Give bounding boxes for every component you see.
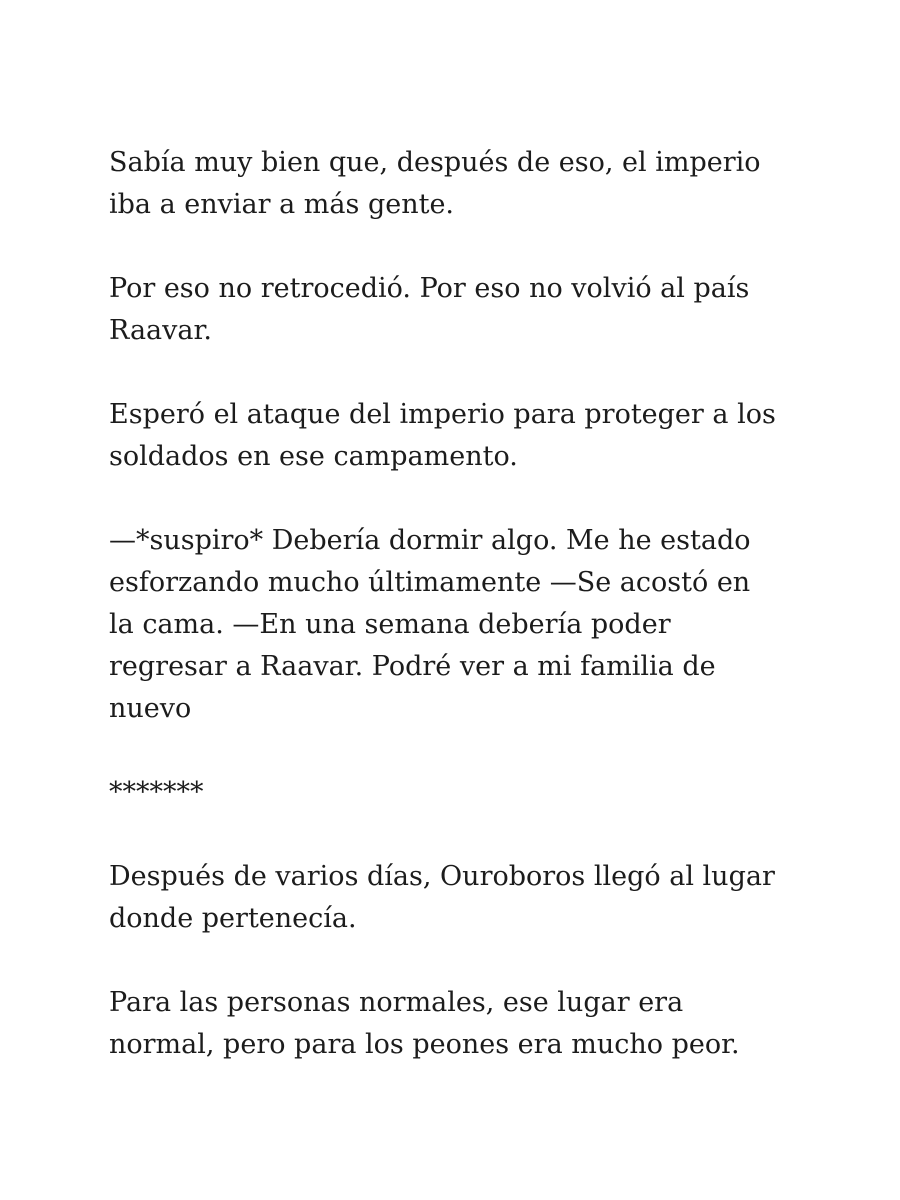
paragraph-6: Para las personas normales, ese lugar era normal, pero para los peones era mucho peor. — [109, 987, 740, 1060]
paragraph-4: —*suspiro* Debería dormir algo. Me he estado esforzando mucho últimamente —Se acostó en la cama. —En una semana debería poder regresar a Raavar. Podré ver a mi familia de nuevo — [109, 525, 751, 724]
paragraph-1: Sabía muy bien que, después de eso, el imperio iba a enviar a más gente. — [109, 147, 761, 220]
body-text — [109, 142, 809, 1108]
paragraph-5: Después de varios días, Ouroboros llegó al lugar donde pertenecía. — [109, 861, 775, 934]
paragraph-3: Esperó el ataque del imperio para proteger a los soldados en ese campamento. — [109, 399, 776, 472]
paragraph-2: Por eso no retrocedió. Por eso no volvió al país Raavar. — [109, 273, 750, 346]
scene-break: ******* — [109, 777, 204, 808]
